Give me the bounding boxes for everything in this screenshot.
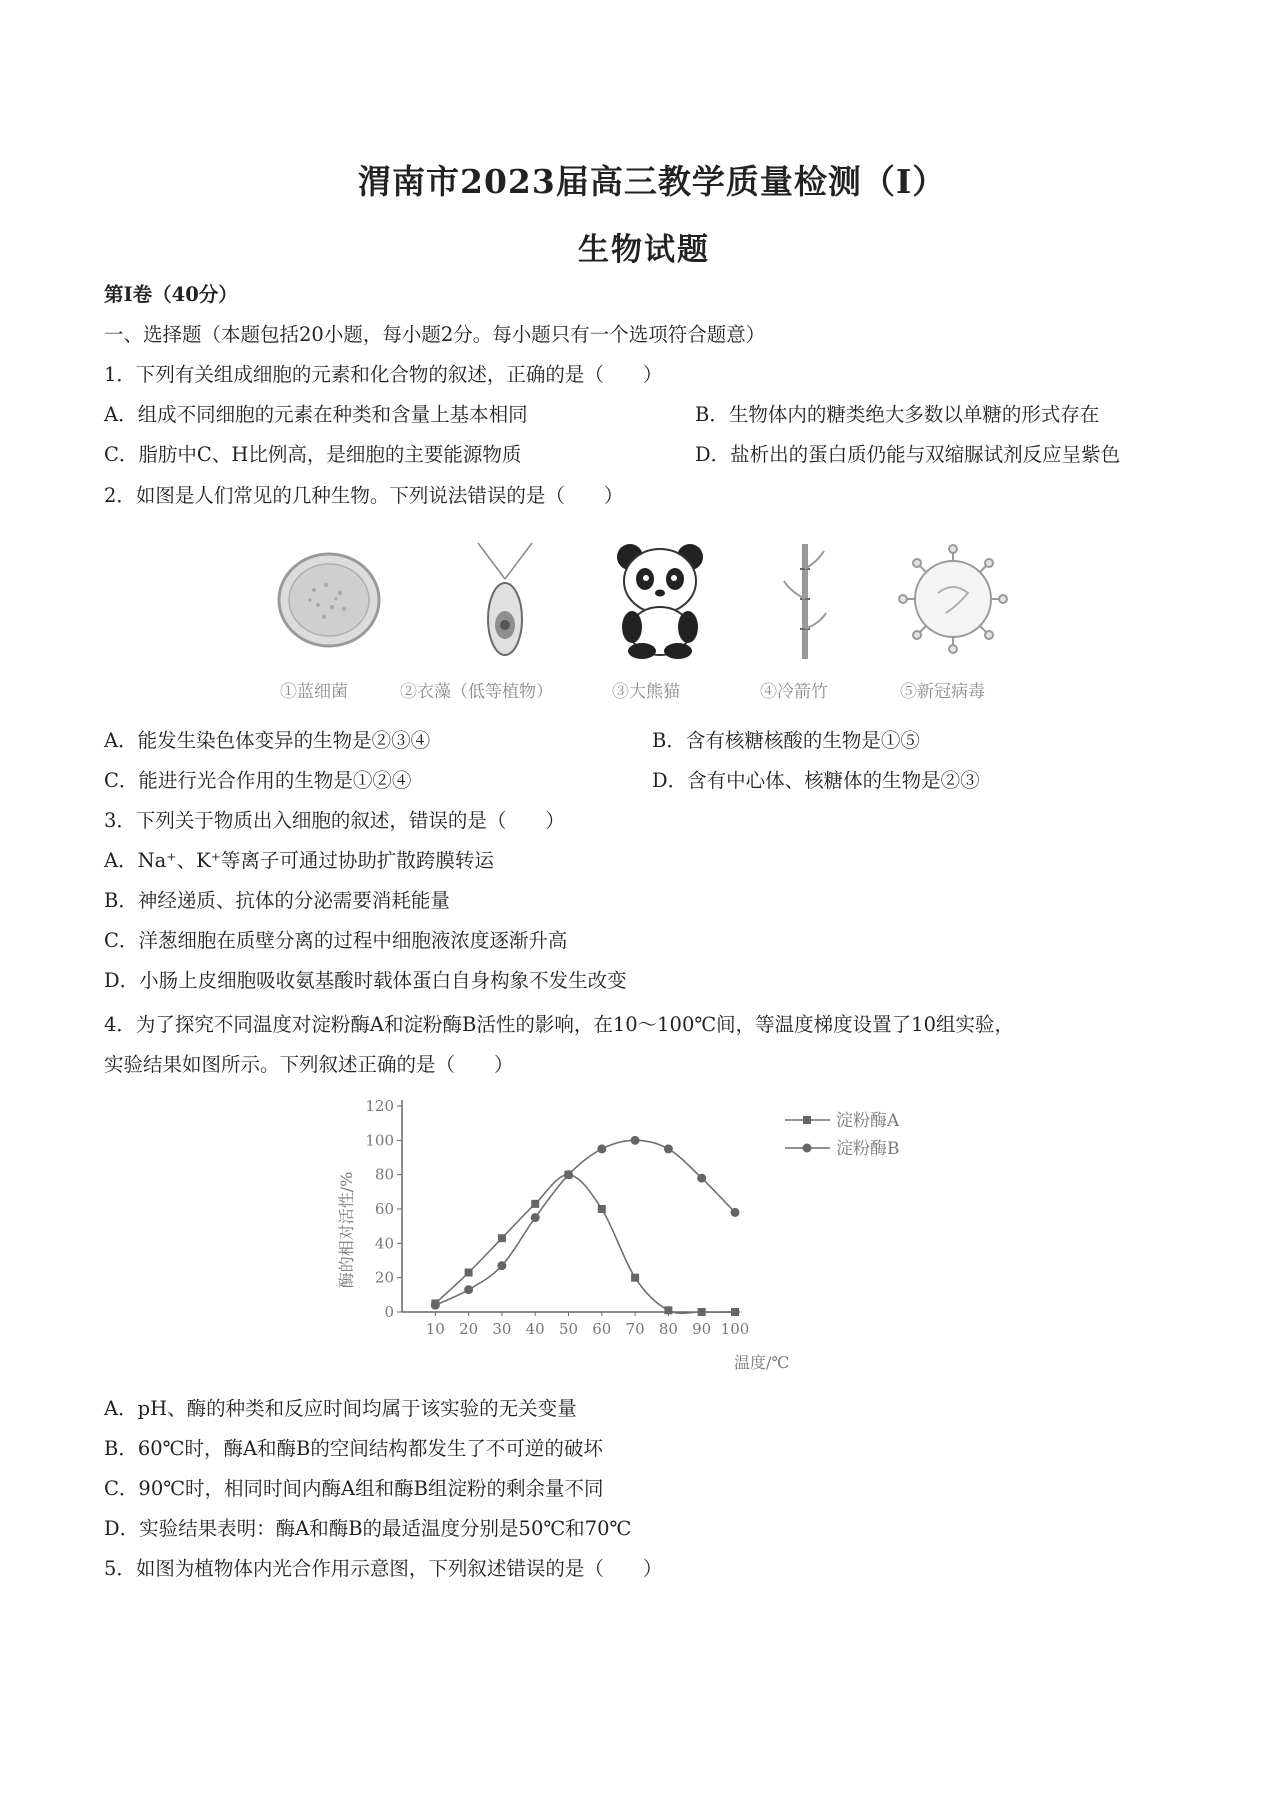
panda-icon bbox=[610, 539, 710, 659]
x-tick-label: 20 bbox=[459, 1320, 479, 1338]
question-4-option-c: C．90℃时，相同时间内酶A组和酶B组淀粉的剩余量不同 bbox=[104, 1477, 604, 1500]
x-tick-label: 50 bbox=[558, 1320, 579, 1338]
series-line-1 bbox=[435, 1175, 735, 1314]
y-tick-label: 40 bbox=[374, 1234, 394, 1253]
chart-axes bbox=[402, 1100, 740, 1312]
question-4-option-a: A．pH、酶的种类和反应时间均属于该实验的无关变量 bbox=[104, 1397, 577, 1420]
caption-panda: ③大熊猫 bbox=[612, 682, 680, 702]
series-2-point bbox=[697, 1174, 706, 1183]
y-tick-label: 60 bbox=[374, 1200, 394, 1218]
question-4-option-d: D．实验结果表明：酶A和酶B的最适温度分别是50℃和70℃ bbox=[104, 1517, 632, 1540]
caption-bamboo: ④冷箭竹 bbox=[760, 682, 828, 702]
bamboo-icon bbox=[780, 539, 830, 664]
question-1-option-d: D．盐析出的蛋白质仍能与双缩脲试剂反应呈紫色 bbox=[695, 443, 1121, 466]
question-3-option-b: B．神经递质、抗体的分泌需要消耗能量 bbox=[104, 889, 450, 912]
series-2-point bbox=[631, 1136, 640, 1145]
question-3-stem: 3．下列关于物质出入细胞的叙述，错误的是（ ） bbox=[104, 809, 565, 832]
section-instructions: 一、选择题（本题包括20小题，每小题2分。每小题只有一个选项符合题意） bbox=[104, 323, 766, 346]
coronavirus-icon bbox=[898, 543, 1008, 655]
question-1-option-a: A．组成不同细胞的元素在种类和含量上基本相同 bbox=[104, 403, 528, 426]
x-tick-label: 90 bbox=[692, 1320, 712, 1338]
legend-marker bbox=[803, 1116, 811, 1124]
question-1-stem: 1．下列有关组成细胞的元素和化合物的叙述，正确的是（ ） bbox=[104, 363, 663, 386]
y-tick-label: 120 bbox=[365, 1097, 394, 1115]
question-5-stem: 5．如图为植物体内光合作用示意图，下列叙述错误的是（ ） bbox=[104, 1557, 663, 1580]
series-1-point bbox=[631, 1274, 639, 1282]
chart-legend bbox=[785, 1111, 900, 1159]
x-tick-label: 100 bbox=[720, 1320, 750, 1338]
question-2-option-a: A．能发生染色体变异的生物是②③④ bbox=[104, 729, 431, 752]
series-1-point bbox=[698, 1308, 706, 1316]
cyanobacterium-icon bbox=[274, 545, 384, 655]
question-3-option-d: D．小肠上皮细胞吸收氨基酸时载体蛋白自身构象不发生改变 bbox=[104, 969, 627, 992]
legend-marker bbox=[803, 1144, 812, 1153]
series-1-point bbox=[731, 1308, 739, 1316]
series-2-point bbox=[564, 1170, 573, 1179]
page-subtitle: 生物试题 bbox=[578, 232, 710, 268]
series-2-point bbox=[664, 1144, 673, 1153]
series-2-point bbox=[731, 1208, 740, 1217]
question-1-option-c: C．脂肪中C、H比例高，是细胞的主要能源物质 bbox=[104, 443, 522, 466]
series-2-point bbox=[431, 1301, 440, 1310]
x-tick-label: 30 bbox=[492, 1320, 512, 1338]
x-tick-label: 40 bbox=[525, 1320, 545, 1338]
x-tick-label: 80 bbox=[658, 1320, 678, 1338]
question-4-stem-line2: 实验结果如图所示。下列叙述正确的是（ ） bbox=[104, 1053, 514, 1076]
chart-y-ticks bbox=[365, 1097, 402, 1321]
series-1-point bbox=[598, 1205, 606, 1213]
chlamydomonas-icon bbox=[460, 539, 550, 659]
organisms-figure bbox=[260, 535, 1020, 710]
question-2-option-b: B．含有核糖核酸的生物是①⑤ bbox=[652, 729, 920, 752]
question-3-option-a: A．Na⁺、K⁺等离子可通过协助扩散跨膜转运 bbox=[104, 849, 494, 872]
question-2-option-d: D．含有中心体、核糖体的生物是②③ bbox=[652, 769, 980, 792]
legend-label: 淀粉酶B bbox=[836, 1139, 900, 1159]
enzyme-activity-chart bbox=[330, 1090, 970, 1380]
y-tick-label: 80 bbox=[374, 1165, 394, 1184]
series-line-2 bbox=[435, 1140, 735, 1305]
series-2-point bbox=[531, 1213, 540, 1222]
question-3-option-c: C．洋葱细胞在质壁分离的过程中细胞液浓度逐渐升高 bbox=[104, 929, 568, 952]
question-2-option-c: C．能进行光合作用的生物是①②④ bbox=[104, 769, 412, 792]
x-tick-label: 60 bbox=[592, 1320, 612, 1338]
question-1-option-b: B．生物体内的糖类绝大多数以单糖的形式存在 bbox=[695, 403, 1100, 426]
page-title: 渭南市2023届高三教学质量检测（Ⅰ） bbox=[358, 162, 947, 201]
x-tick-label: 70 bbox=[625, 1320, 645, 1338]
x-axis-label: 温度/℃ bbox=[734, 1353, 790, 1372]
caption-chlamydomonas: ②衣藻（低等植物） bbox=[400, 682, 553, 702]
series-2-point bbox=[597, 1144, 606, 1153]
question-4-option-b: B．60℃时，酶A和酶B的空间结构都发生了不可逆的破坏 bbox=[104, 1437, 603, 1460]
caption-coronavirus: ⑤新冠病毒 bbox=[900, 682, 985, 702]
series-1-point bbox=[465, 1269, 473, 1277]
chart-series bbox=[431, 1136, 740, 1316]
part-heading: 第Ⅰ卷（40分） bbox=[104, 283, 238, 306]
series-2-point bbox=[497, 1261, 506, 1270]
legend-label: 淀粉酶A bbox=[836, 1111, 900, 1131]
series-1-point bbox=[664, 1306, 672, 1314]
y-axis-label: 酶的相对活性/% bbox=[337, 1171, 356, 1289]
question-2-stem: 2．如图是人们常见的几种生物。下列说法错误的是（ ） bbox=[104, 484, 624, 507]
series-1-point bbox=[531, 1200, 539, 1208]
question-4-stem-line1: 4．为了探究不同温度对淀粉酶A和淀粉酶B活性的影响，在10～100℃间，等温度梯度设置了10组实验， bbox=[104, 1013, 1014, 1036]
series-1-point bbox=[498, 1234, 506, 1242]
caption-cyanobacterium: ①蓝细菌 bbox=[280, 682, 348, 702]
y-tick-label: 20 bbox=[374, 1268, 394, 1287]
y-tick-label: 100 bbox=[365, 1131, 394, 1150]
x-tick-label: 10 bbox=[425, 1320, 445, 1338]
series-2-point bbox=[464, 1285, 473, 1294]
y-tick-label: 0 bbox=[384, 1303, 394, 1321]
